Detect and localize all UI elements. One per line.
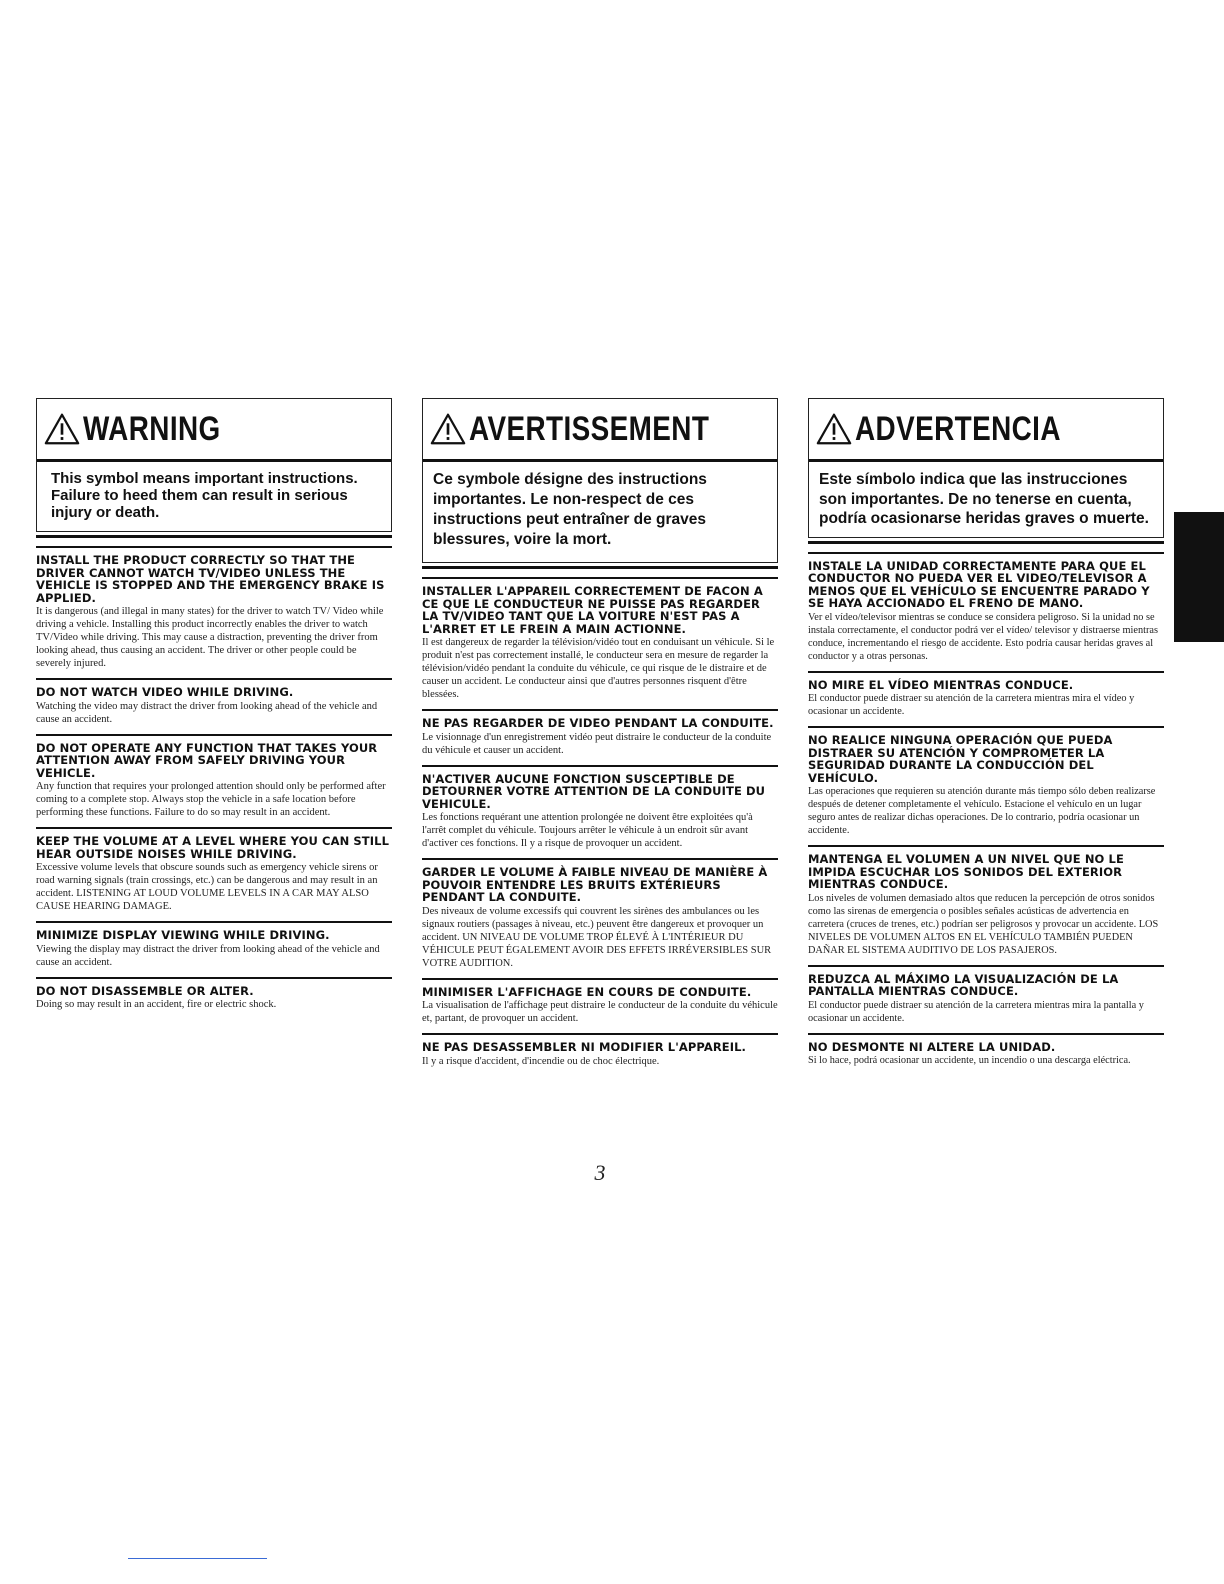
section-install: [422, 577, 778, 701]
section-title: INSTALLER L'APPAREIL CORRECTEMENT DE FACON A CE QUE LE CONDUCTEUR NE PUISSE PAS REGARDER LA TV/VIDEO TANT QUE LA VOITURE N'EST PAS A L'ARRET ET LE FREIN A MAIN ACTIONNE.: [422, 584, 763, 636]
section-title: DO NOT OPERATE ANY FUNCTION THAT TAKES YOUR ATTENTION AWAY FROM SAFELY DRIVING YOUR VEHICLE.: [36, 740, 378, 780]
warning-description: This symbol means important instructions. Failure to heed them can result in serious injury or death.: [51, 470, 358, 521]
section-title: GARDER LE VOLUME À FAIBLE NIVEAU DE MANIÈRE À POUVOIR ENTENDRE LES BRUITS EXTÉRIEURS PENDANT LA CONDUITE.: [422, 865, 768, 904]
section-no-operate: [422, 765, 778, 851]
section-title: NE PAS DESASSEMBLER NI MODIFIER L'APPAREIL.: [422, 1040, 747, 1054]
section-title: MINIMIZE DISPLAY VIEWING WHILE DRIVING.: [36, 928, 330, 942]
section-no-video: [808, 671, 1164, 719]
section-display: [36, 921, 392, 969]
warning-header: [423, 399, 777, 462]
section-body: Le visionnage d'un enregistrement vidéo peut distraire le conducteur de la conduite du véhicule et causer un accident.: [422, 731, 772, 756]
warning-triangle-icon: [43, 411, 81, 447]
section-display: [808, 965, 1164, 1025]
section-body: It is dangerous (and illegal in many states) for the driver to watch TV/ Video while driving a vehicle. Installing this product incorrectly enables the driver to watch TV/Video while driving. This may cause a distraction, preventing the driver from looking ahead, thus causing an accident. The driver or other people could be severely injured.: [36, 606, 384, 669]
section-title: NO REALICE NINGUNA OPERACIÓN QUE PUEDA DISTRAER SU ATENCIÓN Y COMPROMETER LA SEGURIDAD DURANTE LA CONDUCCIÓN DEL VEHÍCULO.: [808, 733, 1113, 785]
section-title: REDUZCA AL MÁXIMO LA VISUALIZACIÓN DE LA PANTALLA MIENTRAS CONDUCE.: [808, 971, 1119, 998]
section-body: Los niveles de volumen demasiado altos que reducen la percepción de otros sonidos como las sirenas de emergencia o posibles señales acústicas de advertencia en carretera (cruces de trenes, etc.) podrían ser peligrosos y provocar un accidente. LOS NIVELES DE VOLUMEN ALTOS EN EL VEHÍCULO TAMBIÉN PUEDEN DAÑAR EL SISTEMA AUDITIVO DE LOS PASAJEROS.: [808, 892, 1159, 956]
section-no-operate: [36, 734, 392, 820]
warning-box: [808, 398, 1164, 538]
warning-description: Este símbolo indica que las instrucciones son importantes. De no tenerse en cuenta, podría ocasionarse heridas graves o muerte.: [819, 471, 1149, 527]
section-title: NE PAS REGARDER DE VIDEO PENDANT LA CONDUITE.: [422, 716, 774, 730]
section-title: MINIMISER L'AFFICHAGE EN COURS DE CONDUITE.: [422, 984, 752, 999]
warning-description: Ce symbole désigne des instructions importantes. Le non-respect de ces instructions peut entraîner de graves blessures, voire la mort.: [433, 471, 707, 548]
divider: [422, 566, 778, 569]
section-no-operate: [808, 726, 1164, 837]
section-body: Ver el vídeo/televisor mientras se conduce se considera peligroso. Si la unidad no se instala correctamente, el conductor podrá ver el vídeo/ televisor y distraerse mientras conduce, incrementando el riesgo de accidente. Esto podría causar heridas graves al conductor y a otras personas.: [808, 611, 1158, 662]
page-number: 3: [594, 1160, 606, 1185]
warning-heading: WARNING: [83, 409, 221, 448]
section-title: NO MIRE EL VÍDEO MIENTRAS CONDUCE.: [808, 677, 1074, 692]
warning-column-english: [36, 398, 392, 1011]
section-body: Las operaciones que requieren su atención durante más tiempo sólo deben realizarse después de detener completamente el vehículo. Estacione el vehículo en un lugar seguro antes de realizar dichas operaciones. De lo contrario, podría ocasionar un accidente.: [808, 786, 1156, 836]
section-install: [808, 552, 1164, 663]
warning-box: [36, 398, 392, 532]
section-disassemble: [36, 977, 392, 1012]
warning-heading: ADVERTENCIA: [855, 409, 1061, 448]
section-body: Les fonctions requérant une attention prolongée ne doivent être exploitées qu'à l'arrêt complet du véhicule. Toujours arrêter le véhicule à un endroit sûr avant d'activer ces fonctions. Il y a risque de provoquer un accident.: [422, 812, 753, 849]
section-body: Excessive volume levels that obscure sounds such as emergency vehicle sirens or road warning signals (train crossings, etc.) can be dangerous and may result in an accident. LISTENING AT LOUD VOLUME LEVELS IN A CAR MAY ALSO CAUSE HEARING DAMAGE.: [36, 862, 378, 912]
warning-header: [37, 399, 391, 462]
section-title: DO NOT WATCH VIDEO WHILE DRIVING.: [36, 685, 294, 699]
section-display: [422, 978, 778, 1026]
section-body: Si lo hace, podrá ocasionar un accidente, un incendio o una descarga eléctrica.: [808, 1055, 1131, 1066]
section-body: El conductor puede distraer su atención de la carretera mientras mira la pantalla y ocasionar un accidente.: [808, 999, 1144, 1024]
section-title: N'ACTIVER AUCUNE FONCTION SUSCEPTIBLE DE DETOURNER VOTRE ATTENTION DE LA CONDUITE DU VEHICULE.: [422, 771, 766, 811]
warning-heading: AVERTISSEMENT: [469, 409, 710, 448]
section-disassemble: [808, 1033, 1164, 1068]
section-title: INSTALE LA UNIDAD CORRECTAMENTE PARA QUE EL CONDUCTOR NO PUEDA VER EL VIDEO/TELEVISOR A MENOS QUE EL VEHÍCULO SE ENCUENTRE PARADO Y SE HAYA ACCIONADO EL FRENO DE MANO.: [808, 558, 1150, 610]
section-install: [36, 546, 392, 670]
section-disassemble: [422, 1033, 778, 1068]
section-body: La visualisation de l'affichage peut distraire le conducteur de la conduite du véhicule et, partant, de provoquer un accident.: [422, 1000, 778, 1024]
thumb-index-tab: [1174, 512, 1224, 642]
warning-box: [422, 398, 778, 563]
section-volume: [808, 845, 1164, 957]
divider: [808, 541, 1164, 544]
bottom-rule: [128, 1558, 267, 1559]
section-body: Watching the video may distract the driver from looking ahead of the vehicle and cause an accident.: [36, 700, 378, 725]
section-title: INSTALL THE PRODUCT CORRECTLY SO THAT THE DRIVER CANNOT WATCH TV/VIDEO UNLESS THE VEHICLE IS STOPPED AND THE EMERGENCY BRAKE IS APPLIED.: [36, 553, 385, 605]
section-body: Any function that requires your prolonged attention should only be performed after coming to a complete stop. Always stop the vehicle in a safe location before performing these functions. Failure to do so may result in an accident.: [36, 781, 386, 818]
section-title: DO NOT DISASSEMBLE OR ALTER.: [36, 983, 254, 998]
section-body: Doing so may result in an accident, fire or electric shock.: [36, 999, 277, 1010]
section-no-video: [36, 678, 392, 726]
warning-header: [809, 399, 1163, 462]
section-body: Il y a risque d'accident, d'incendie ou de choc électrique.: [422, 1055, 660, 1067]
section-body: Il est dangereux de regarder la télévision/vidéo tout en conduisant un véhicule. Si le produit n'est pas correctement installé, le conducteur sera en mesure de regarder la télévision/vidéo pendant la conduite du véhicule, ce qui risque de le distraire et de causer un accident. Le conducteur ainsi que d'autres personnes risquent d'être blessées.: [422, 637, 775, 700]
section-volume: [422, 858, 778, 970]
warning-triangle-icon: [429, 411, 467, 447]
section-body: Viewing the display may distract the driver from looking ahead of the vehicle and cause an accident.: [36, 943, 380, 968]
warning-column-french: [422, 398, 778, 1068]
divider: [36, 535, 392, 538]
warning-triangle-icon: [815, 411, 853, 447]
warning-column-spanish: [808, 398, 1164, 1067]
section-title: NO DESMONTE NI ALTERE LA UNIDAD.: [808, 1039, 1056, 1054]
section-body: Des niveaux de volume excessifs qui couvrent les sirènes des ambulances ou les signaux routiers (passages à niveau, etc.) peuvent être dangereux et provoquer un accident. UN NIVEAU DE VOLUME TROP ÉLEVÉ À L'INTÉRIEUR DU VÉHICULE PEUT ÉGALEMENT AVOIR DES EFFETS IRRÉVERSIBLES SUR VOTRE AUDITION.: [422, 905, 772, 969]
section-title: MANTENGA EL VOLUMEN A UN NIVEL QUE NO LE IMPIDA ESCUCHAR LOS SONIDOS DEL EXTERIOR MIENTRAS CONDUCE.: [808, 852, 1124, 891]
section-no-video: [422, 709, 778, 757]
section-volume: [36, 827, 392, 913]
section-body: El conductor puede distraer su atención de la carretera mientras mira el vídeo y ocasionar un accidente.: [808, 693, 1135, 717]
section-title: KEEP THE VOLUME AT A LEVEL WHERE YOU CAN STILL HEAR OUTSIDE NOISES WHILE DRIVING.: [36, 834, 389, 861]
